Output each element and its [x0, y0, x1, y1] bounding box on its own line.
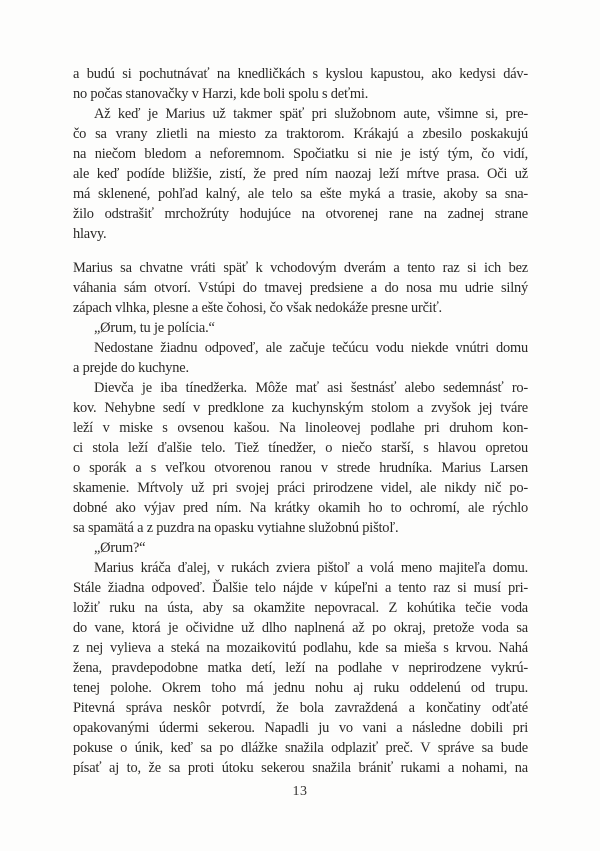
paragraph	[73, 104, 528, 244]
text-line: „Ørum?“	[94, 540, 146, 556]
paragraph	[73, 538, 528, 558]
paragraph	[73, 64, 528, 104]
text-line: Marius sa chvatne vráti späť k vchodovým dverám a tento raz si ich bez	[73, 260, 528, 276]
text-line: žilo odstrašiť mrchožrúty hodujúce na otvorenej rane na zadnej strane	[73, 206, 528, 222]
text-line: zápach vlhka, plesne a ešte čohosi, čo však nedokáže presne určiť.	[73, 300, 442, 316]
text-line: písať aj to, že sa proti útoku sekerou snažila brániť rukami a nohami, na	[73, 760, 528, 776]
text-line: tenej polohe. Okrem toho má jednu nohu aj ruku oddelenú od trupu.	[73, 680, 528, 696]
text-line: Nedostane žiadnu odpoveď, ale začuje tečúcu vodu niekde vnútri domu	[94, 340, 528, 356]
text-line: Pitevná správa neskôr potvrdí, že bola zavraždená a končatiny odťaté	[73, 700, 528, 716]
text-line: ci stola leží ďalšie telo. Tiež tínedžer, o niečo starší, s hlavou opretou	[73, 440, 528, 456]
text-line: ložiť ruku na ústa, aby sa okamžite nepovracal. Z kohútika tečie voda	[73, 600, 528, 616]
text-line: čo sa vrany zlietli na miesto za traktorom. Krákajú a zbesilo poskakujú	[73, 126, 528, 142]
paragraph	[73, 558, 528, 778]
text-line: žena, pravdepodobne matka detí, leží na podlahe v neprirodzene vykrú-	[73, 660, 528, 676]
text-line: dobné ako výjav pred ním. Na krátky okamih ho to ochromí, ale rýchlo	[73, 500, 528, 516]
text-line: pokuse o únik, keď sa po dlážke snažila odplaziť preč. V správe sa bude	[73, 740, 528, 756]
text-line: Až keď je Marius už takmer späť pri služobnom aute, všimne si, pre-	[94, 106, 528, 122]
paragraph	[73, 258, 528, 318]
paragraph	[73, 338, 528, 378]
text-block	[73, 64, 528, 778]
text-line: o sporák a s veľkou otvorenou ranou v strede hrudníka. Marius Larsen	[73, 460, 528, 476]
text-line: opakovanými údermi sekerou. Napadli ju vo vani a následne dobili pri	[73, 720, 528, 736]
text-line: Dievča je iba tínedžerka. Môže mať asi šestnásť alebo sedemnásť ro-	[94, 380, 528, 396]
text-line: ale keď podíde bližšie, zistí, že pred ním naozaj leží mŕtve prasa. Oči už	[73, 166, 528, 182]
paragraph	[73, 318, 528, 338]
text-line: sa spamätá a z puzdra na opasku vytiahne služobnú pištoľ.	[73, 520, 399, 536]
text-line: z nej vylieva a steká na mozaikovitú podlahu, kde sa mieša s krvou. Nahá	[73, 640, 528, 656]
text-line: má sklenené, pohľad kalný, ale telo sa ešte myká a trasie, akoby sa sna-	[73, 186, 528, 202]
text-line: a prejde do kuchyne.	[73, 360, 189, 376]
text-line: leží v miske s ovsenou kašou. Na linoleovej podlahe pri druhom kon-	[73, 420, 528, 436]
page-number: 13	[292, 784, 308, 799]
text-line: „Ørum, tu je polícia.“	[94, 320, 215, 336]
text-line: a budú si pochutnávať na knedličkách s kyslou kapustou, ako kedysi dáv-	[73, 66, 528, 82]
text-line: do vane, ktorá je očividne už dlho naplnená až po okraj, pretože voda sa	[73, 620, 528, 636]
text-line: kov. Nehybne sedí v predklone za kuchynským stolom a zvyšok jej tváre	[73, 400, 528, 416]
text-line: na niečom bledom a neforemnom. Spočiatku si nie je istý tým, čo vidí,	[73, 146, 528, 162]
text-line: váhania sám otvorí. Vstúpi do tmavej predsiene a do nosa mu udrie silný	[73, 280, 528, 296]
text-line: skamenie. Mŕtvoly už pri svojej práci prirodzene videl, ale nikdy nič po-	[73, 480, 528, 496]
text-line: Stále žiadna odpoveď. Ďalšie telo nájde v kúpeľni a tento raz si musí pri-	[73, 580, 528, 596]
text-line: hlavy.	[73, 226, 107, 242]
text-line: no počas stanovačky v Harzi, kde boli spolu s deťmi.	[73, 86, 369, 102]
text-line: Marius kráča ďalej, v rukách zviera pištoľ a volá meno majiteľa domu.	[94, 560, 528, 576]
paragraph	[73, 378, 528, 538]
